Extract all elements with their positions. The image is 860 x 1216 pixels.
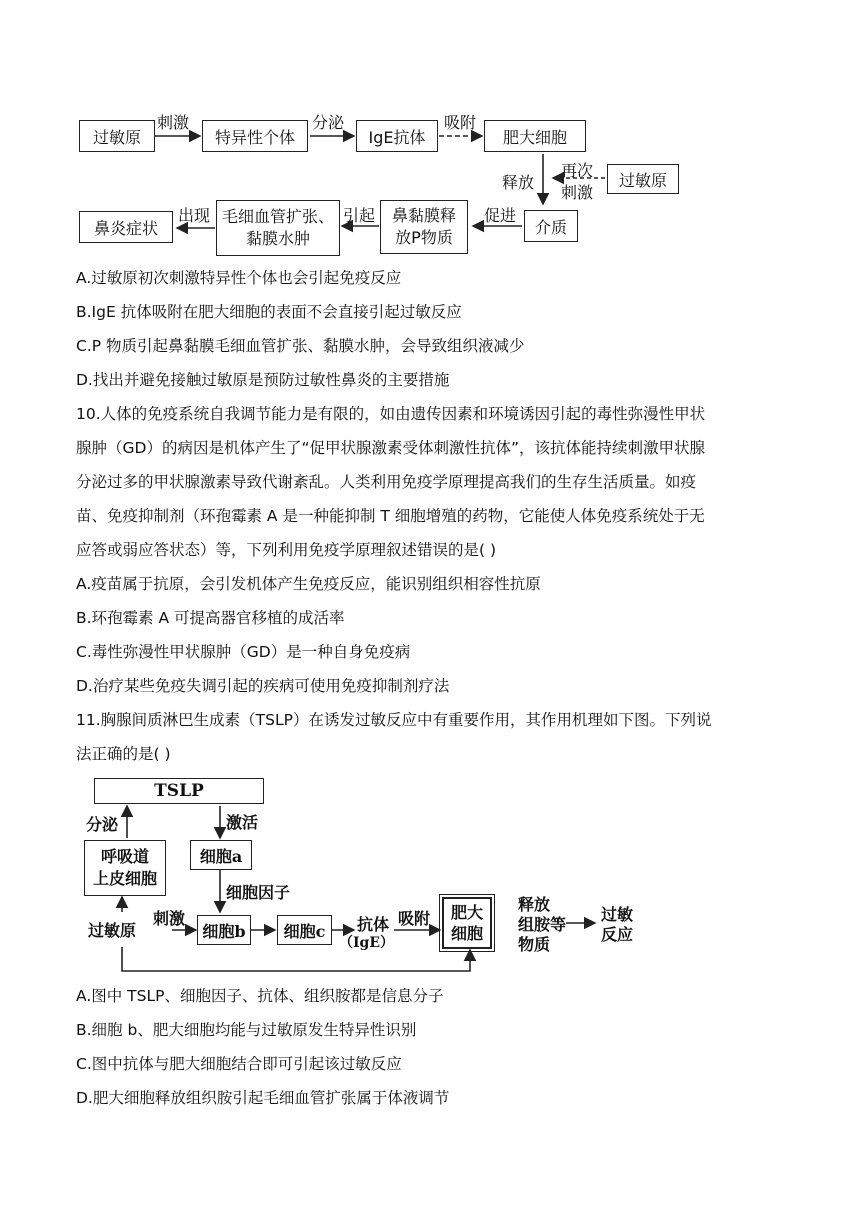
cell-c-box [277, 915, 332, 945]
ige-label: （IgE） [339, 935, 395, 951]
specific-individual-label: 特异性个体 [214, 127, 295, 147]
q10-stem-line3: 分泌过多的甲状腺激素导致代谢紊乱。人类利用免疫学原理提高我们的生存生活质量。如疫 [76, 473, 697, 491]
rhinitis-box [79, 211, 173, 243]
rhinitis-label: 鼻炎症状 [93, 218, 158, 238]
q10-stem-line5: 应答或弱应答状态）等，下列利用免疫学原理叙述错误的是( ) [76, 541, 497, 559]
secrete-label: 分泌 [312, 113, 345, 132]
nasal-p-line2: 放P物质 [395, 228, 453, 247]
q10-option-d: D.治疗某些免疫失调引起的疾病可使用免疫抑制剂疗法 [76, 677, 450, 695]
ige-antibody-label: IgE抗体 [368, 127, 426, 147]
cytokine-label: 细胞因子 [226, 883, 291, 902]
capillary-box [216, 200, 340, 256]
mast-cell-box [484, 120, 586, 152]
q10-stem-line4: 苗、免疫抑制剂（环孢霉素 A 是一种能抑制 T 细胞增殖的药物，它能使人体免疫系统处于无 [76, 507, 705, 525]
q10-stem-line1: 10.人体的免疫系统自我调节能力是有限的，如由遗传因素和环境诱因引起的毒性弥漫性甲状 [76, 405, 706, 423]
adsorb-label: 吸附 [398, 909, 431, 928]
activate-label: 激活 [226, 813, 259, 832]
q11-option-c: C.图中抗体与肥大细胞结合即可引起该过敏反应 [76, 1055, 402, 1073]
tslp-box [94, 778, 264, 804]
q10-stem-line2: 腺肿（GD）的病因是机体产生了“促甲状腺激素受体刺激性抗体”，该抗体能持续刺激甲状腺 [76, 439, 706, 457]
capillary-line2: 黏膜水肿 [245, 229, 310, 248]
q10-option-c: C.毒性弥漫性甲状腺肿（GD）是一种自身免疫病 [76, 643, 411, 661]
q10-option-b: B.环孢霉素 A 可提高器官移植的成活率 [76, 609, 345, 627]
q9-option-d: D.找出并避免接触过敏原是预防过敏性鼻炎的主要措施 [76, 371, 450, 389]
cell-b-box [197, 915, 251, 945]
allergen-box-1 [79, 120, 155, 152]
q11-option-d: D.肥大细胞释放组织胺引起毛细血管扩张属于体液调节 [76, 1089, 450, 1107]
secrete-label: 分泌 [86, 815, 119, 834]
q11-option-a: A.图中 TSLP、细胞因子、抗体、组织胺都是信息分子 [76, 987, 444, 1005]
mast-cell-label: 肥大细胞 [502, 127, 567, 147]
release-line3: 物质 [518, 935, 551, 954]
mediator-label: 介质 [534, 217, 567, 237]
q9-option-c: C.P 物质引起鼻黏膜毛细血管扩张、黏膜水肿，会导致组织液减少 [76, 337, 525, 355]
mast-line1: 肥大 [450, 903, 483, 922]
allergen-label: 过敏原 [88, 921, 137, 940]
stimulate-label: 刺激 [157, 113, 190, 132]
q11-stem-line1: 11.胸腺间质淋巴生成素（TSLP）在诱发过敏反应中有重要作用，其作用机理如下图。下列说 [76, 711, 712, 729]
nasal-p-substance-box [380, 200, 468, 254]
ige-antibody-box [356, 120, 438, 152]
cell-a-box [190, 840, 252, 870]
allergen-label: 过敏原 [618, 170, 667, 190]
airway-line1: 呼吸道 [100, 847, 149, 866]
allergy-line2: 反应 [601, 925, 634, 944]
promote-label: 促进 [484, 206, 517, 225]
tslp-label: TSLP [154, 781, 204, 801]
antibody-label: 抗体 [357, 915, 390, 934]
allergen-box-2 [607, 164, 679, 194]
adsorb-label: 吸附 [444, 113, 477, 132]
specific-individual-box [202, 120, 308, 152]
allergen-label: 过敏原 [92, 127, 141, 147]
cause-label: 引起 [343, 206, 376, 225]
q11-option-b: B.细胞 b、肥大细胞均能与过敏原发生特异性识别 [76, 1021, 417, 1039]
cell-a-label: 细胞a [199, 846, 243, 866]
restimulate-label-1: 再次 [561, 161, 594, 180]
cell-c-label: 细胞c [283, 921, 326, 941]
release-line2: 组胺等 [518, 915, 567, 934]
mast-line2: 细胞 [450, 924, 483, 943]
q11-stem-line2: 法正确的是( ) [76, 745, 171, 763]
cell-b-label: 细胞b [202, 921, 246, 941]
mediator-box [524, 210, 578, 242]
appear-label: 出现 [178, 206, 211, 225]
release-line1: 释放 [518, 895, 551, 914]
stimulate-label: 刺激 [153, 909, 186, 928]
restimulate-label-2: 刺激 [561, 183, 594, 202]
nasal-p-line1: 鼻黏膜释 [391, 206, 456, 225]
airway-line2: 上皮细胞 [92, 869, 157, 888]
mast-cell-box [442, 897, 492, 949]
allergy-line1: 过敏 [601, 905, 634, 924]
airway-epithelial-box [84, 840, 166, 896]
q10-option-a: A.疫苗属于抗原，会引发机体产生免疫反应，能识别组织相容性抗原 [76, 575, 541, 593]
q9-option-b: B.IgE 抗体吸附在肥大细胞的表面不会直接引起过敏反应 [76, 303, 462, 321]
capillary-line1: 毛细血管扩张、 [221, 207, 334, 226]
q9-option-a: A.过敏原初次刺激特异性个体也会引起免疫反应 [76, 269, 402, 287]
release-label: 释放 [502, 173, 535, 192]
